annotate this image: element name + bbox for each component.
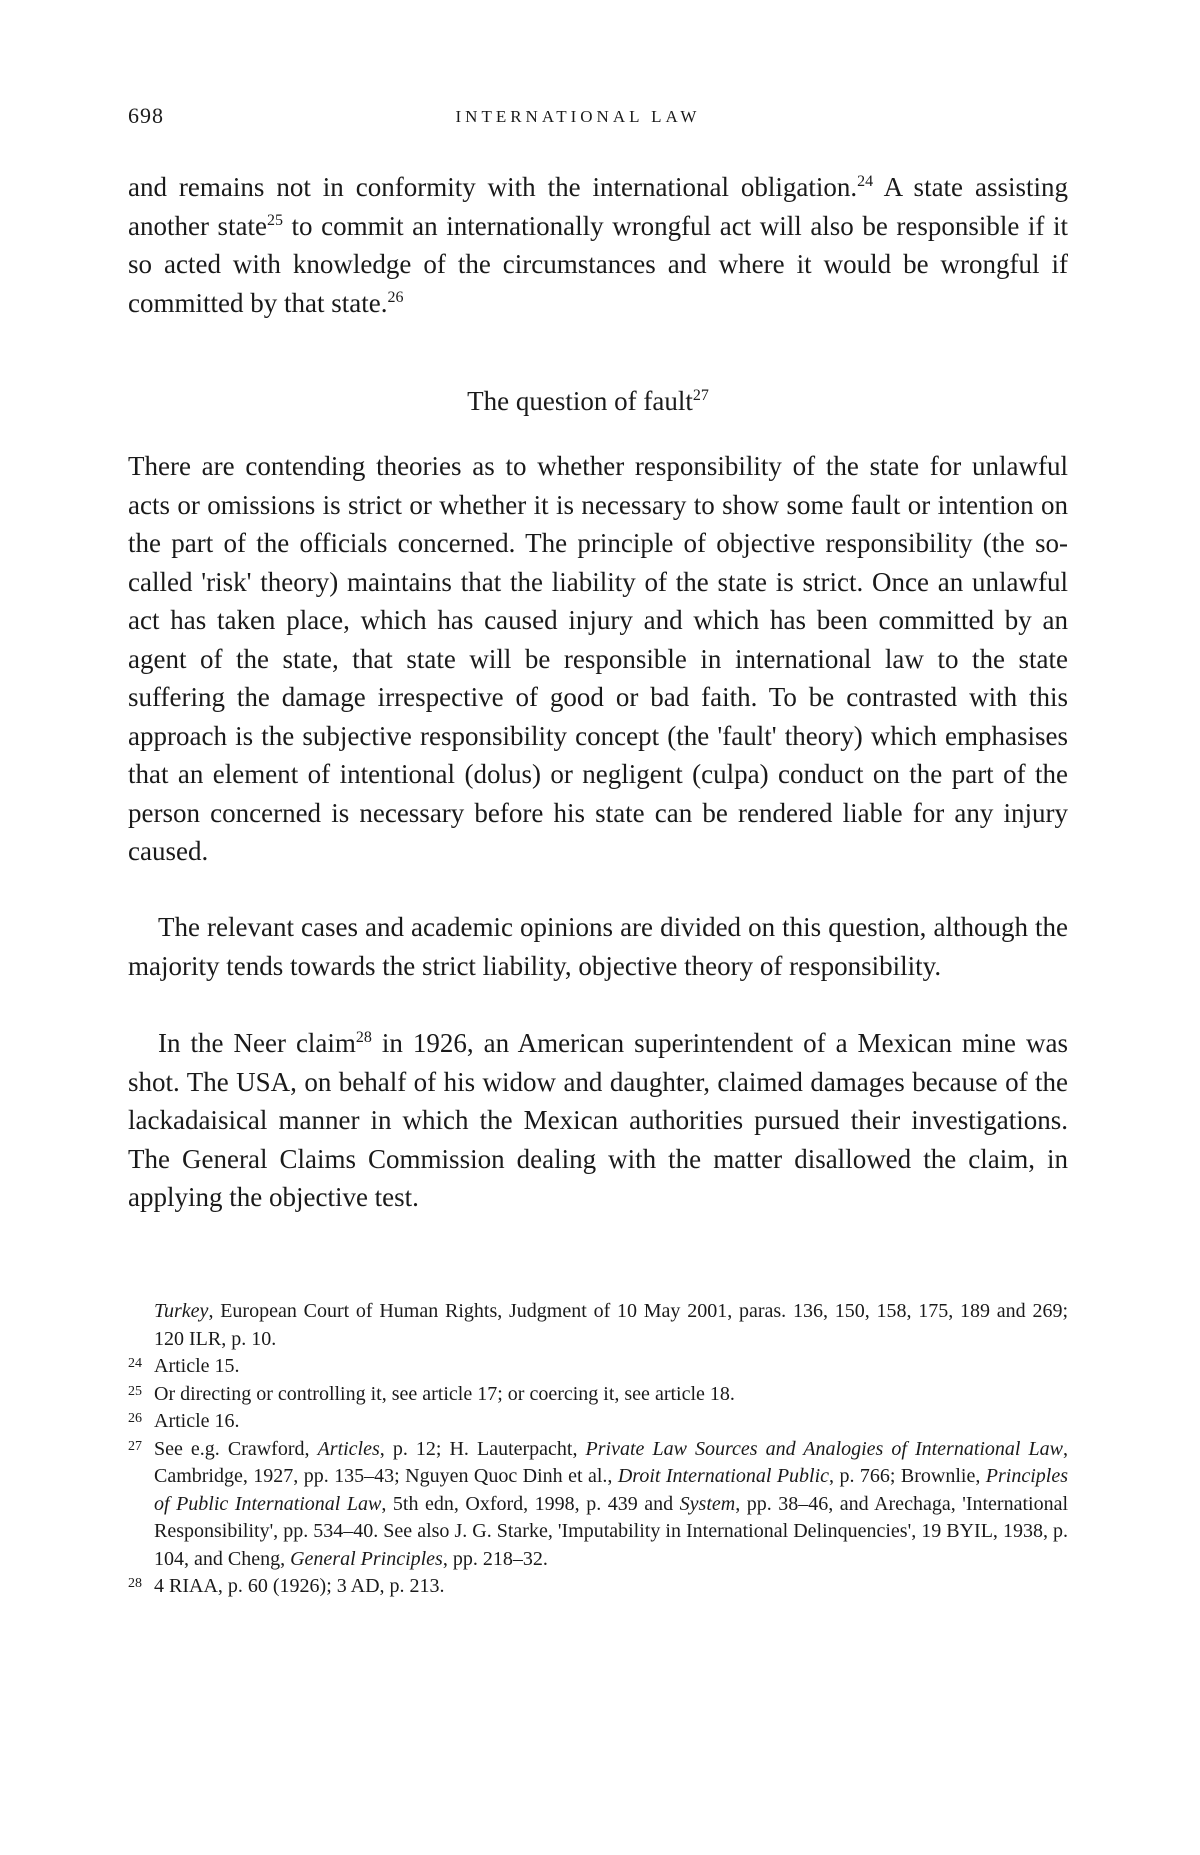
footnote-25: 25 Or directing or controlling it, see article 17; or coercing it, see article 18.: [128, 1381, 1068, 1409]
paragraph-1: and remains not in conformity with the international obligation.$^{24}$ A state assisting another state$^{25}$ to commit an internationally wrongful act will also be responsible if it so acted with knowledge of the circumstances and where it would be wrongful if committed by that state.$^{26}$: [128, 172, 1068, 318]
footnote-26: 26 Article 16.: [128, 1408, 1068, 1436]
footnote-mark: 24: [128, 1356, 142, 1371]
paragraph-4: In the Neer claim$^{28}$ in 1926, an American superintendent of a Mexican mine was shot. The USA, on behalf of his widow and daughter, claimed damages because of the lackadaisical manner in which the Mexican authorities pursued their investigations. The General Claims Commission dealing with the matter disallowed the claim, in applying the objective test.: [128, 1028, 1069, 1212]
running-title: INTERNATIONAL LAW: [455, 107, 701, 126]
footnote-27: 27 See e.g. Crawford, Articles, p. 12; H. Lauterpacht, Private Law Sources and Analogies of International Law, Cambridge, 1927, pp. 135–43; Nguyen Quoc Dinh et al., Droit International Public, p. 766; Brownlie, Principles of Public International Law, 5th edn, Oxford, 1998, p. 439 and System, pp. 38–46, and Arechaga, 'International Responsibility', pp. 534–40. See also J. G. Starke, 'Imputability in International Delinquencies', 19 BYIL, 1938, p. 104, and Cheng, General Principles, pp. 218–32.: [128, 1436, 1068, 1574]
footnotes: [128, 1298, 1068, 1601]
page-number: 698: [128, 103, 164, 128]
paragraph-3: The relevant cases and academic opinions are divided on this question, although the majority tends towards the strict liability, objective theory of responsibility.: [128, 912, 1068, 981]
section-heading: The question of fault$^{27}$: [467, 386, 709, 416]
footnote-mark: 25: [128, 1383, 142, 1399]
footnote-24: 24 Article 15.: [128, 1353, 1068, 1381]
footnote-mark: 28: [128, 1576, 142, 1591]
footnote-mark: 27: [128, 1438, 142, 1454]
footnote-ref-24[interactable]: 24: [857, 173, 874, 190]
footnote-mark: 26: [128, 1411, 142, 1426]
footnote-28: 28 4 RIAA, p. 60 (1926); 3 AD, p. 213.: [128, 1573, 1068, 1601]
paragraph-2: There are contending theories as to whether responsibility of the state for unlawful acts or omissions is strict or whether it is necessary to show some fault or intention on the part of the officials concerned. The principle of objective responsibility (the so-called 'risk' theory) maintains that the liability of the state is strict. Once an unlawful act has taken place, which has caused injury and which has been committed by an agent of the state, that state will be responsible in international law to the state suffering the damage irrespective of good or bad faith. To be contrasted with this approach is the subjective responsibility concept (the 'fault' theory) which emphasises that an element of intentional (dolus) or negligent (culpa) conduct on the part of the person concerned is necessary before his state can be rendered liable for any injury caused.: [128, 451, 1068, 866]
footnote-ref-27[interactable]: 27: [692, 387, 709, 404]
running-head: [128, 103, 1068, 133]
footnote-continuation: Turkey, European Court of Human Rights, Judgment of 10 May 2001, paras. 136, 150, 158, 175, 189 and 269; 120 ILR, p. 10.: [154, 1300, 1068, 1350]
footnote-ref-28[interactable]: 28: [355, 1029, 372, 1046]
footnote-ref-26[interactable]: 26: [387, 288, 404, 306]
footnote-ref-25[interactable]: 25: [267, 211, 283, 229]
